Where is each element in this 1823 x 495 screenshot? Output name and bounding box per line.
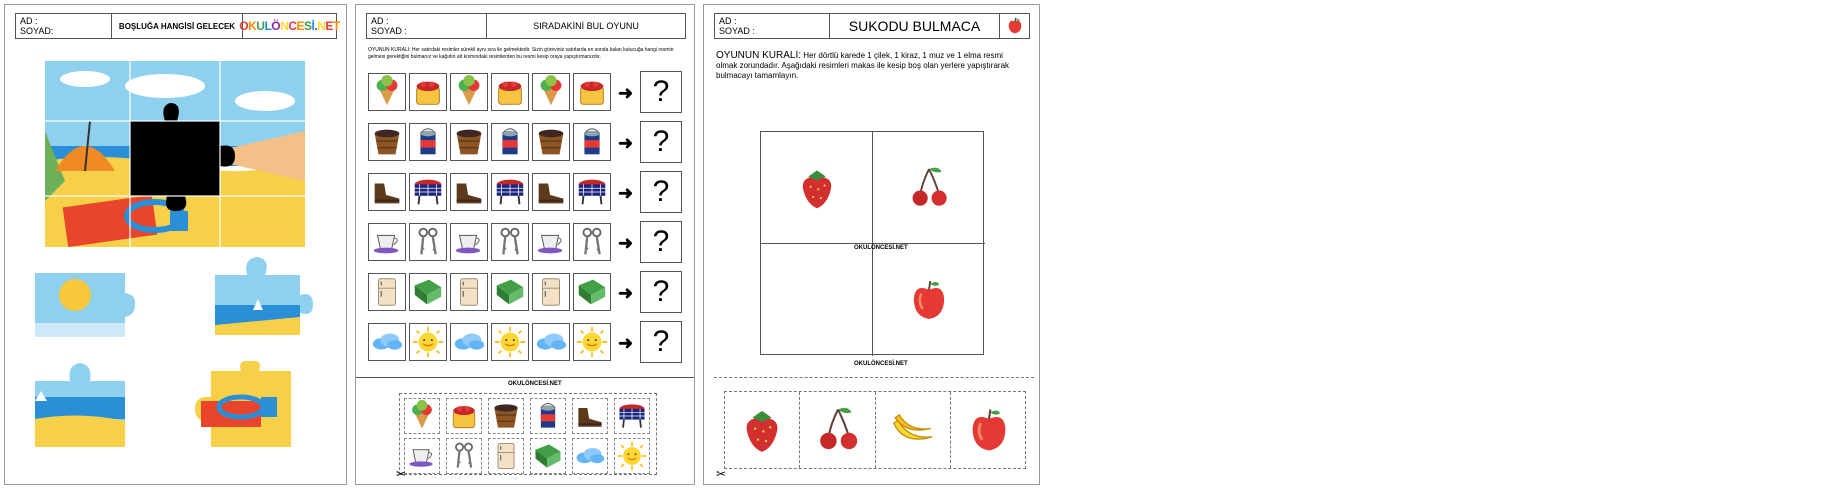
table-icon <box>409 173 447 211</box>
sequence-row <box>368 273 688 313</box>
scissors-icon: ✂ <box>396 467 407 481</box>
footer-logo: OKULÖNCESİ.NET <box>854 361 908 367</box>
boot-icon <box>532 173 570 211</box>
book-icon <box>573 273 611 311</box>
bucket-icon <box>368 123 406 161</box>
answer-box[interactable]: ? <box>640 71 682 113</box>
paint-can-icon <box>573 123 611 161</box>
header-box <box>366 13 686 39</box>
sun-icon <box>491 323 529 361</box>
arrow-right-icon: ➜ <box>618 283 634 303</box>
boot-icon <box>450 173 488 211</box>
sudoku-grid <box>760 131 984 355</box>
name-label: AD : <box>371 16 389 26</box>
paint-can-icon[interactable] <box>530 398 566 434</box>
teacup-icon <box>532 223 570 261</box>
paint-can-icon <box>491 123 529 161</box>
table-icon <box>573 173 611 211</box>
basket-icon <box>573 73 611 111</box>
book-icon[interactable] <box>530 438 566 474</box>
cloud-icon[interactable] <box>572 438 608 474</box>
sequence-row <box>368 223 688 263</box>
answer-box[interactable]: ? <box>640 321 682 363</box>
table-icon <box>491 173 529 211</box>
basket-icon <box>409 73 447 111</box>
sequence-row <box>368 123 688 163</box>
keys-icon[interactable] <box>446 438 482 474</box>
strawberry-icon[interactable] <box>761 132 873 244</box>
answer-box[interactable]: ? <box>640 271 682 313</box>
name-fields <box>16 14 112 38</box>
book-icon <box>491 273 529 311</box>
arrow-right-icon: ➜ <box>618 233 634 253</box>
boot-icon <box>368 173 406 211</box>
cloud-icon <box>532 323 570 361</box>
fridge-icon <box>368 273 406 311</box>
game-rule-text: OYUNUN KURALI: Her satırdaki resimler sürekli aynı sıra ile gelmektedir. Sizin göreviniz satırlarda en sonda kalan kutucuğa hangi resmin gelmesi gerektiğini bulmanız ve kağıdın alt kısmındaki resimlerden bu resmi kesip oraya yapıştırmanızdır. <box>368 47 674 60</box>
surname-label: SOYAD : <box>371 26 407 36</box>
worksheet-puzzle <box>4 4 347 485</box>
sun-icon <box>573 323 611 361</box>
sun-icon[interactable] <box>614 438 650 474</box>
answer-box[interactable]: ? <box>640 221 682 263</box>
fridge-icon <box>450 273 488 311</box>
arrow-right-icon: ➜ <box>618 333 634 353</box>
scissors-icon: ✂ <box>716 467 727 481</box>
teacup-icon <box>450 223 488 261</box>
sun-icon <box>409 323 447 361</box>
surname-label: SOYAD: <box>20 26 54 36</box>
teacup-icon <box>368 223 406 261</box>
fridge-icon[interactable] <box>488 438 524 474</box>
rule-heading: OYUNUN KURALI: <box>716 50 802 61</box>
paint-can-icon <box>409 123 447 161</box>
bucket-icon[interactable] <box>488 398 524 434</box>
table-icon[interactable] <box>614 398 650 434</box>
puzzle-piece-beach[interactable] <box>35 361 135 447</box>
page-title: BOŞLUĞA HANGİSİ GELECEK <box>118 21 236 31</box>
puzzle-piece-blanket[interactable] <box>191 361 301 447</box>
ice-cream-icon <box>368 73 406 111</box>
bucket-icon <box>532 123 570 161</box>
cherry-icon[interactable] <box>873 132 985 244</box>
apple-icon[interactable] <box>873 244 985 356</box>
name-label: AD : <box>20 16 38 26</box>
surname-label: SOYAD : <box>719 26 755 36</box>
arrow-right-icon: ➜ <box>618 183 634 203</box>
worksheet-sequence <box>355 4 695 485</box>
name-label: AD : <box>719 16 737 26</box>
sequence-row <box>368 323 688 363</box>
banana-icon[interactable] <box>876 392 951 468</box>
puzzle-piece-sun[interactable] <box>35 273 135 337</box>
basket-icon <box>491 73 529 111</box>
book-icon <box>409 273 447 311</box>
apple-logo-icon <box>999 14 1029 38</box>
center-logo: OKULÖNCESİ.NET <box>854 245 908 251</box>
answer-box[interactable]: ? <box>640 121 682 163</box>
basket-icon[interactable] <box>446 398 482 434</box>
cutout-row <box>724 391 1026 469</box>
cloud-icon <box>450 323 488 361</box>
sequence-row <box>368 173 688 213</box>
answer-box[interactable]: ? <box>640 171 682 213</box>
game-rule <box>716 51 1026 81</box>
fridge-icon <box>532 273 570 311</box>
site-logo <box>239 14 340 38</box>
rule-text: Her dörtlü karede 1 çilek, 1 kiraz, 1 muz ve 1 elma resmi olmak zorundadır. Aşağıdaki resimleri makas ile kesip boş olan yerlere yapıştırarak bulmacayı tamamlayın. <box>716 51 1010 80</box>
worksheet-sudoku <box>703 4 1040 485</box>
ice-cream-icon[interactable] <box>404 398 440 434</box>
logo-text: OKULÖNCESİ.NET <box>239 19 340 33</box>
keys-icon <box>573 223 611 261</box>
cherry-icon[interactable] <box>801 392 876 468</box>
keys-icon <box>491 223 529 261</box>
sequence-row <box>368 73 688 113</box>
boot-icon[interactable] <box>572 398 608 434</box>
footer-logo: OKULÖNCESİ.NET <box>508 381 562 387</box>
ice-cream-icon <box>450 73 488 111</box>
name-fields <box>367 14 487 38</box>
keys-icon <box>409 223 447 261</box>
beach-puzzle-image <box>45 61 305 247</box>
teacup-icon[interactable] <box>404 438 440 474</box>
header-box <box>714 13 1030 39</box>
apple-icon[interactable] <box>952 392 1027 468</box>
name-fields <box>715 14 830 38</box>
bucket-icon <box>450 123 488 161</box>
cutout-grid <box>399 393 657 475</box>
page-title: SIRADAKİNİ BUL OYUNU <box>533 21 639 31</box>
cut-line <box>714 377 1034 378</box>
header-box <box>15 13 340 39</box>
cloud-icon <box>368 323 406 361</box>
puzzle-piece-sea[interactable] <box>205 255 315 339</box>
arrow-right-icon: ➜ <box>618 133 634 153</box>
divider-line <box>356 377 695 378</box>
page-title: SUKODU BULMACA <box>848 18 981 34</box>
strawberry-icon[interactable] <box>725 392 800 468</box>
ice-cream-icon <box>532 73 570 111</box>
empty-cell[interactable] <box>761 244 873 356</box>
arrow-right-icon: ➜ <box>618 83 634 103</box>
